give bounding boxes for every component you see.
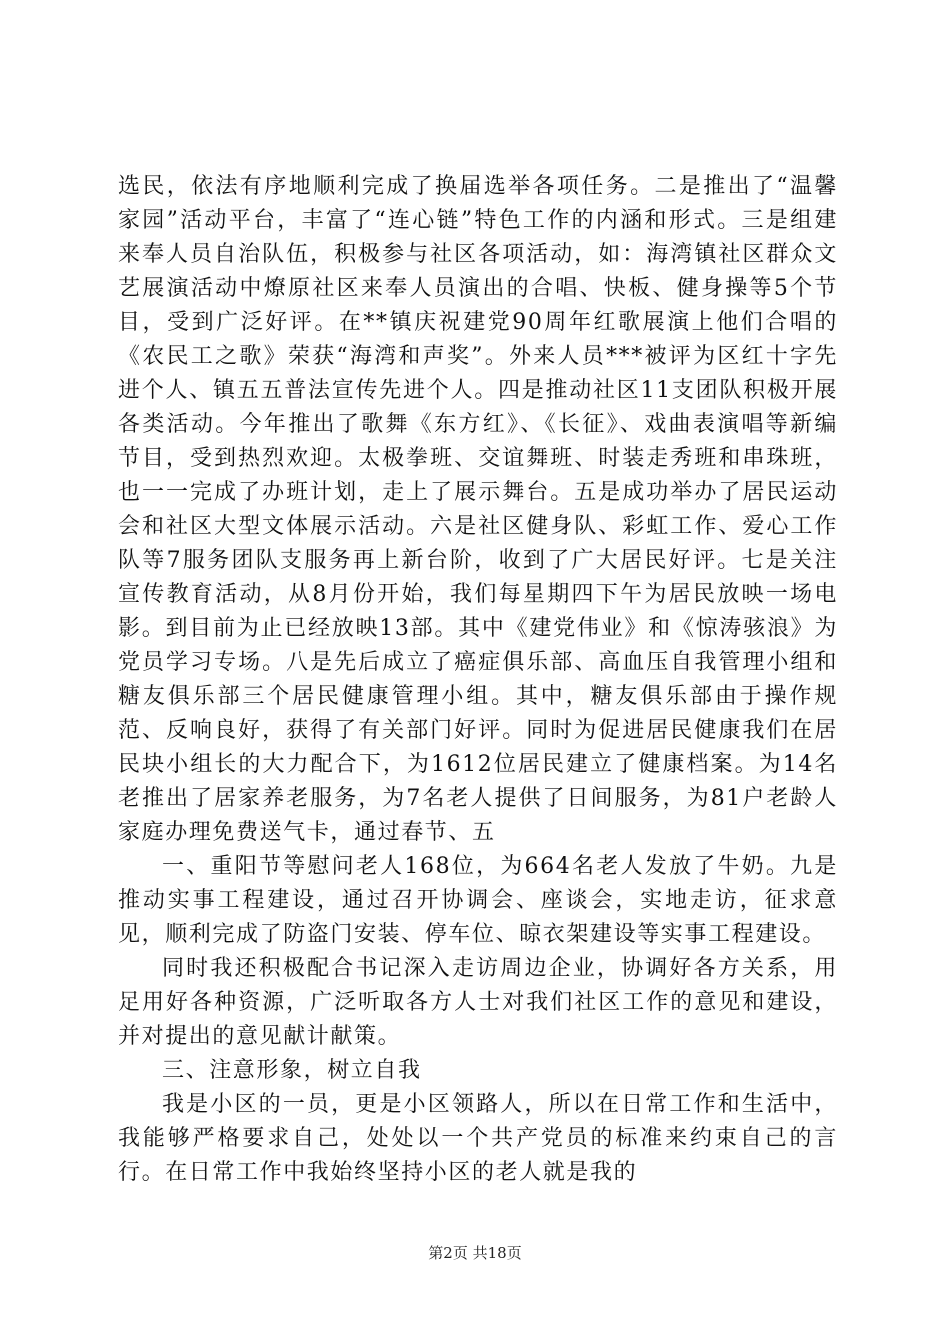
page-footer: 第2页 共18页 [428, 1244, 522, 1262]
paragraph-self-discipline: 我是小区的一员，更是小区领路人，所以在日常工作和生活中，我能够严格要求自己，处处以一个共产党员的标准来约束自己的言行。在日常工作中我始终坚持小区的老人就是我的 [118, 1092, 838, 1185]
document-body [118, 170, 838, 1190]
paragraph-enterprise-visits: 同时我还积极配合书记深入走访周边企业，协调好各方关系，用足用好各种资源，广泛听取各方人士对我们社区工作的意见和建设，并对提出的意见献计献策。 [118, 956, 838, 1049]
section-heading-image: 三、注意形象，树立自我 [162, 1058, 422, 1083]
paragraph-double-ninth: 一、重阳节等慰问老人168位，为664名老人发放了牛奶。九是推动实事工程建设，通过召开协调会、座谈会，实地走访，征求意见，顺利完成了防盗门安装、停车位、晾衣架建设等实事工程建设。 [118, 854, 838, 947]
paragraph-continued: 选民，依法有序地顺利完成了换届选举各项任务。二是推出了“温馨家园”活动平台，丰富了“连心链”特色工作的内涵和形式。三是组建来奉人员自治队伍，积极参与社区各项活动，如：海湾镇社区群众文艺展演活动中燎原社区来奉人员演出的合唱、快板、健身操等5个节目，受到广泛好评。在**镇庆祝建党90周年红歌展演上他们合唱的《农民工之歌》荣获“海湾和声奖”。外来人员***被评为区红十字先进个人、镇五五普法宣传先进个人。四是推动社区11支团队积极开展各类活动。今年推出了歌舞《东方红》、《长征》、戏曲表演唱等新编节目，受到热烈欢迎。太极拳班、交谊舞班、时装走秀班和串珠班，也一一完成了办班计划，走上了展示舞台。五是成功举办了居民运动会和社区大型文体展示活动。六是社区健身队、彩虹工作、爱心工作队等7服务团队支服务再上新台阶，收到了广大居民好评。七是关注宣传教育活动，从8月份开始，我们每星期四下午为居民放映一场电影。到目前为止已经放映13部。其中《建党伟业》和《惊涛骇浪》为党员学习专场。八是先后成立了癌症俱乐部、高血压自我管理小组和糖友俱乐部三个居民健康管理小组。其中，糖友俱乐部由于操作规范、反响良好，获得了有关部门好评。同时为促进居民健康我们在居民块小组长的大力配合下，为1612位居民建立了健康档案。为14名老推出了居家养老服务，为7名老人提供了日间服务，为81户老龄人家庭办理免费送气卡，通过春节、五 [118, 174, 838, 845]
